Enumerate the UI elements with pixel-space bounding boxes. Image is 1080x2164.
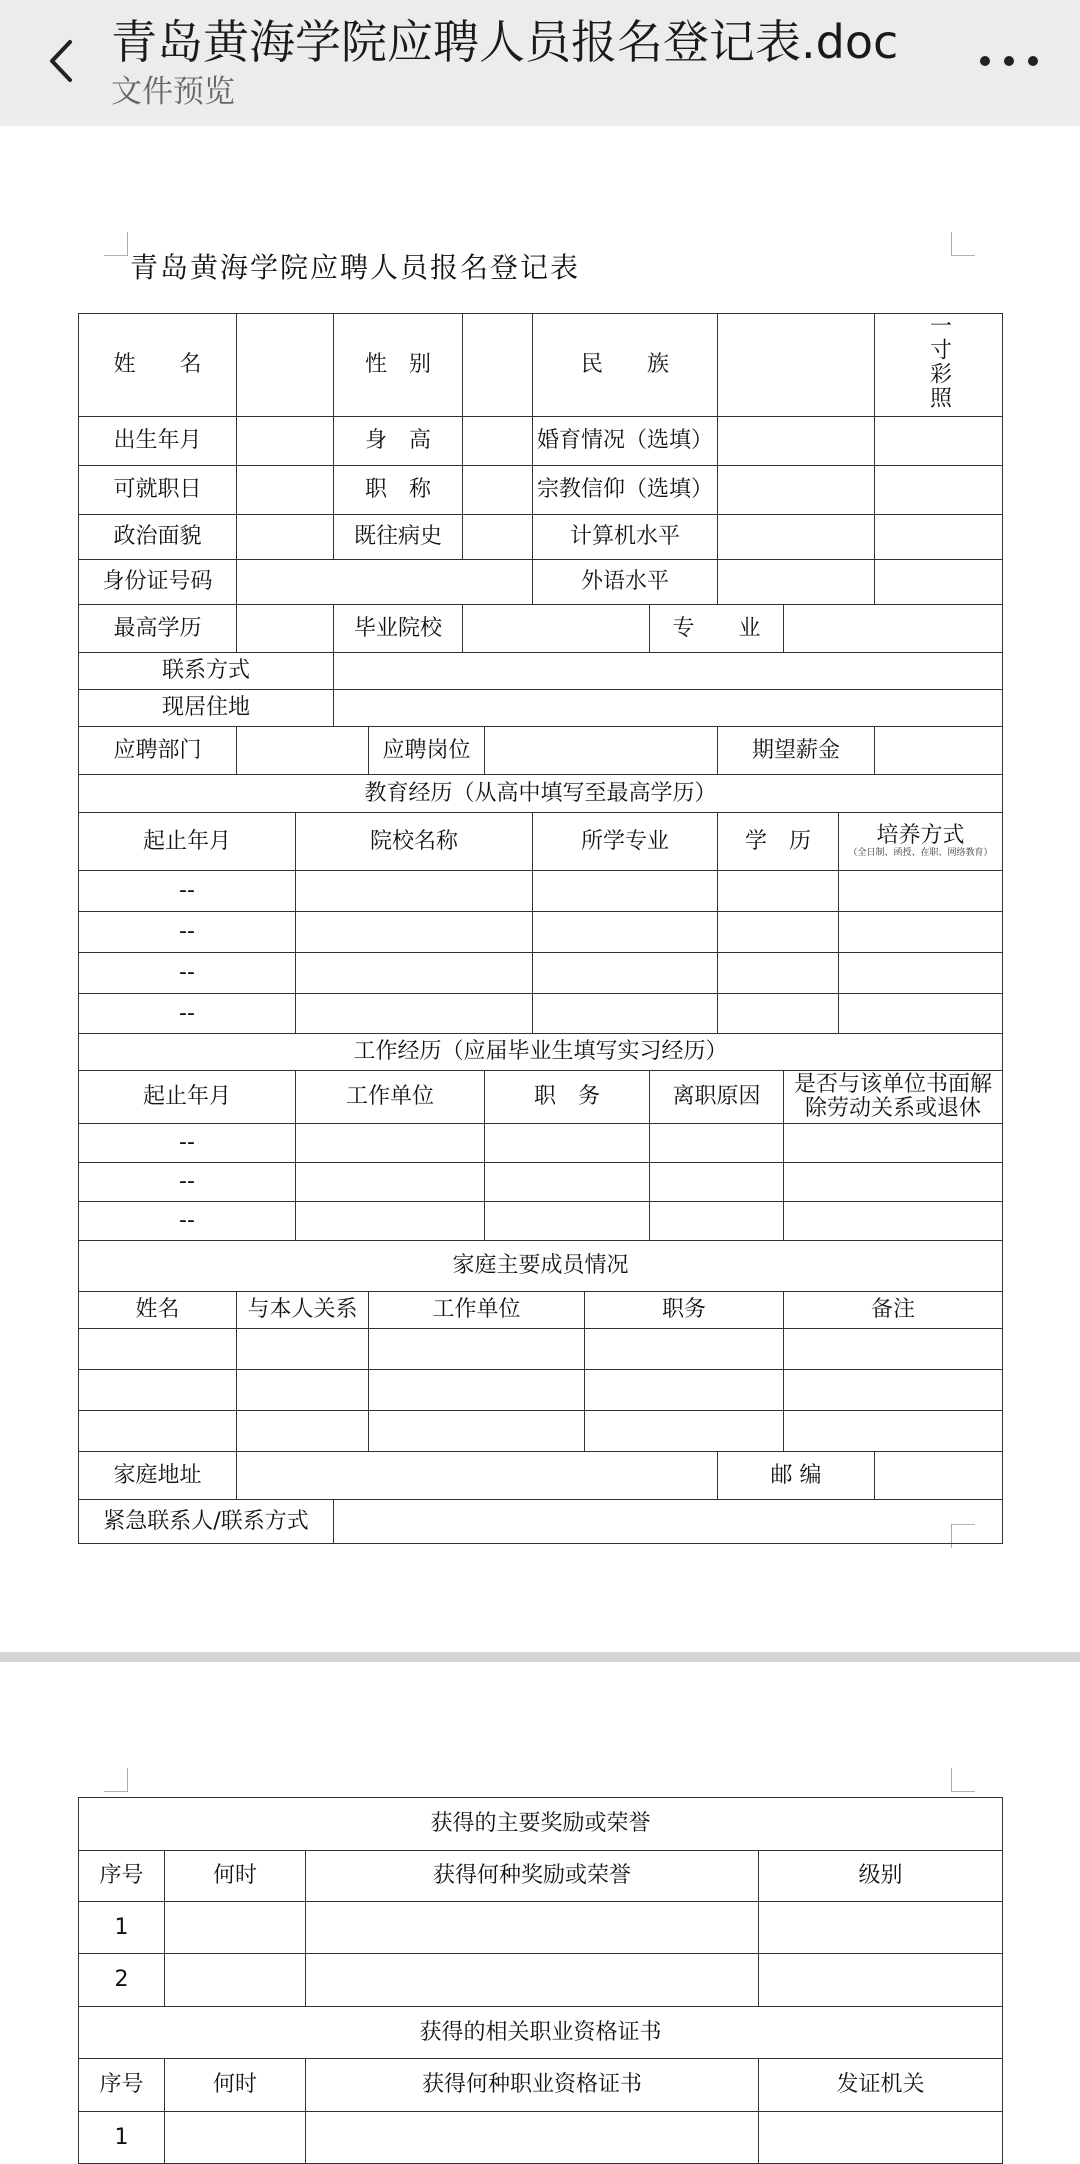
label-religion: 宗教信仰（选填） [533,466,718,515]
family-col-name: 姓名 [79,1292,237,1329]
dash-cell[interactable]: -- [79,953,296,994]
dash-cell[interactable]: -- [79,1202,296,1241]
field-contact[interactable] [334,653,1003,690]
cert-col-no: 序号 [79,2059,165,2112]
family-cell[interactable] [784,1411,1003,1452]
field-dept[interactable] [237,727,369,775]
dash-cell[interactable]: -- [79,871,296,912]
awards-col-award: 获得何种奖励或荣誉 [306,1851,759,1902]
field-address[interactable] [334,690,1003,727]
family-cell[interactable] [237,1370,369,1411]
awards-col-when: 何时 [165,1851,306,1902]
form-title: 青岛黄海学院应聘人员报名登记表 [130,251,581,284]
field-school[interactable] [463,605,650,653]
label-home-address: 家庭地址 [79,1452,237,1500]
cert-cell[interactable] [306,2112,759,2164]
edu-cell[interactable] [718,953,839,994]
label-politics: 政治面貌 [79,515,237,560]
photo-extra-cell [875,560,1003,605]
cert-col-issuer: 发证机关 [759,2059,1003,2112]
label-title-rank: 职 称 [334,466,463,515]
app-header [0,0,1080,126]
crop-mark [104,1768,128,1792]
label-address: 现居住地 [79,690,334,727]
edu-col-mode [839,813,1003,871]
photo-extra-cell [875,417,1003,466]
photo-extra-cell [875,515,1003,560]
family-cell[interactable] [79,1411,237,1452]
label-ethnicity: 民 族 [533,314,718,417]
edu-col-degree: 学 历 [718,813,839,871]
family-cell[interactable] [585,1411,784,1452]
awards-cell[interactable] [306,1902,759,1954]
label-emergency-contact: 紧急联系人/联系方式 [79,1500,334,1544]
work-cell[interactable] [650,1163,784,1202]
field-history[interactable] [463,515,533,560]
field-marriage[interactable] [718,417,875,466]
family-cell[interactable] [369,1411,585,1452]
family-cell[interactable] [784,1329,1003,1370]
edu-cell[interactable] [839,871,1003,912]
field-religion[interactable] [718,466,875,515]
field-language[interactable] [718,560,875,605]
label-id-number: 身份证号码 [79,560,237,605]
family-cell[interactable] [237,1411,369,1452]
family-cell[interactable] [369,1370,585,1411]
edu-cell[interactable] [296,953,533,994]
work-col-unit: 工作单位 [296,1071,485,1124]
work-cell[interactable] [296,1202,485,1241]
field-available[interactable] [237,466,334,515]
work-header: 工作经历（应届毕业生填写实习经历） [79,1034,1003,1071]
document-subtitle: 文件预览 [111,74,235,110]
field-emergency-contact[interactable] [334,1500,1003,1544]
awards-table [78,1797,1003,2164]
field-gender[interactable] [463,314,533,417]
label-major: 专 业 [650,605,784,653]
field-name[interactable] [237,314,334,417]
awards-cell[interactable] [165,1902,306,1954]
work-col-position: 职 务 [485,1071,650,1124]
field-postcode[interactable] [875,1452,1003,1500]
label-dept: 应聘部门 [79,727,237,775]
cert-cell[interactable] [759,2112,1003,2164]
field-computer[interactable] [718,515,875,560]
work-cell[interactable] [485,1124,650,1163]
family-col-position: 职务 [585,1292,784,1329]
cert-cell[interactable] [165,2112,306,2164]
awards-row-no: 1 [79,1902,165,1954]
label-salary: 期望薪金 [718,727,875,775]
work-cell[interactable] [784,1124,1003,1163]
cert-col-cert: 获得何种职业资格证书 [306,2059,759,2112]
family-cell[interactable] [79,1329,237,1370]
crop-mark [951,232,975,256]
label-school: 毕业院校 [334,605,463,653]
chevron-left-icon[interactable] [38,36,88,86]
edu-cell[interactable] [533,994,718,1034]
work-cell[interactable] [650,1124,784,1163]
crop-mark [951,1768,975,1792]
field-birth[interactable] [237,417,334,466]
work-col-termination: 是否与该单位书面解除劳动关系或退休 [784,1071,1003,1124]
field-degree[interactable] [237,605,334,653]
crop-mark [104,232,128,256]
cert-header: 获得的相关职业资格证书 [79,2007,1003,2059]
field-post[interactable] [485,727,718,775]
work-col-period: 起止年月 [79,1071,296,1124]
photo-extra-cell [875,466,1003,515]
field-major[interactable] [784,605,1003,653]
edu-cell[interactable] [839,994,1003,1034]
document-title: 青岛黄海学院应聘人员报名登记表.doc [111,15,899,69]
education-header: 教育经历（从高中填写至最高学历） [79,775,1003,813]
awards-cell[interactable] [306,1954,759,2007]
work-col-reason: 离职原因 [650,1071,784,1124]
edu-cell[interactable] [533,953,718,994]
edu-cell[interactable] [718,871,839,912]
label-name: 姓 名 [79,314,237,417]
label-computer: 计算机水平 [533,515,718,560]
edu-cell[interactable] [533,912,718,953]
family-cell[interactable] [585,1329,784,1370]
label-post: 应聘岗位 [369,727,485,775]
edu-col-major: 所学专业 [533,813,718,871]
dash-cell[interactable]: -- [79,912,296,953]
label-language: 外语水平 [533,560,718,605]
field-id-number[interactable] [237,560,533,605]
cert-col-when: 何时 [165,2059,306,2112]
awards-col-no: 序号 [79,1851,165,1902]
edu-col-period: 起止年月 [79,813,296,871]
field-height[interactable] [463,417,533,466]
family-cell[interactable] [79,1370,237,1411]
field-politics[interactable] [237,515,334,560]
field-ethnicity[interactable] [718,314,875,417]
work-cell[interactable] [296,1124,485,1163]
label-marriage: 婚育情况（选填） [533,417,718,466]
field-home-address[interactable] [237,1452,718,1500]
awards-cell[interactable] [759,1954,1003,2007]
work-cell[interactable] [650,1202,784,1241]
edu-mode-note: （全日制、函授、在职、网络教育） [848,848,993,858]
work-cell[interactable] [296,1163,485,1202]
field-title-rank[interactable] [463,466,533,515]
dash-cell[interactable]: -- [79,1163,296,1202]
registration-form-table [78,313,1003,1544]
edu-cell[interactable] [296,871,533,912]
edu-cell[interactable] [296,912,533,953]
edu-cell[interactable] [296,994,533,1034]
dash-cell[interactable]: -- [79,1124,296,1163]
awards-row-no: 2 [79,1954,165,2007]
family-cell[interactable] [784,1370,1003,1411]
dash-cell[interactable]: -- [79,994,296,1034]
awards-header: 获得的主要奖励或荣誉 [79,1798,1003,1851]
work-cell[interactable] [485,1202,650,1241]
label-contact: 联系方式 [79,653,334,690]
label-birth: 出生年月 [79,417,237,466]
awards-cell[interactable] [165,1954,306,2007]
label-history: 既往病史 [334,515,463,560]
awards-col-level: 级别 [759,1851,1003,1902]
edu-cell[interactable] [839,912,1003,953]
cert-row-no: 1 [79,2112,165,2164]
edu-cell[interactable] [533,871,718,912]
label-available: 可就职日 [79,466,237,515]
edu-cell[interactable] [718,912,839,953]
label-height: 身 高 [334,417,463,466]
family-col-notes: 备注 [784,1292,1003,1329]
family-cell[interactable] [585,1370,784,1411]
family-cell[interactable] [369,1329,585,1370]
edu-col-school: 院校名称 [296,813,533,871]
page-separator [0,1652,1080,1662]
edu-mode-label: 培养方式 [876,823,965,848]
label-degree: 最高学历 [79,605,237,653]
edu-cell[interactable] [839,953,1003,994]
work-cell[interactable] [485,1163,650,1202]
family-header: 家庭主要成员情况 [79,1241,1003,1292]
family-col-relation: 与本人关系 [237,1292,369,1329]
family-col-unit: 工作单位 [369,1292,585,1329]
family-cell[interactable] [237,1329,369,1370]
edu-cell[interactable] [718,994,839,1034]
photo-label: 一寸彩照 [926,314,952,410]
work-cell[interactable] [784,1202,1003,1241]
work-cell[interactable] [784,1163,1003,1202]
field-salary[interactable] [875,727,1003,775]
ellipsis-icon[interactable] [976,46,1042,76]
photo-box[interactable] [875,314,1003,417]
awards-cell[interactable] [759,1902,1003,1954]
label-gender: 性 别 [334,314,463,417]
label-postcode: 邮 编 [718,1452,875,1500]
